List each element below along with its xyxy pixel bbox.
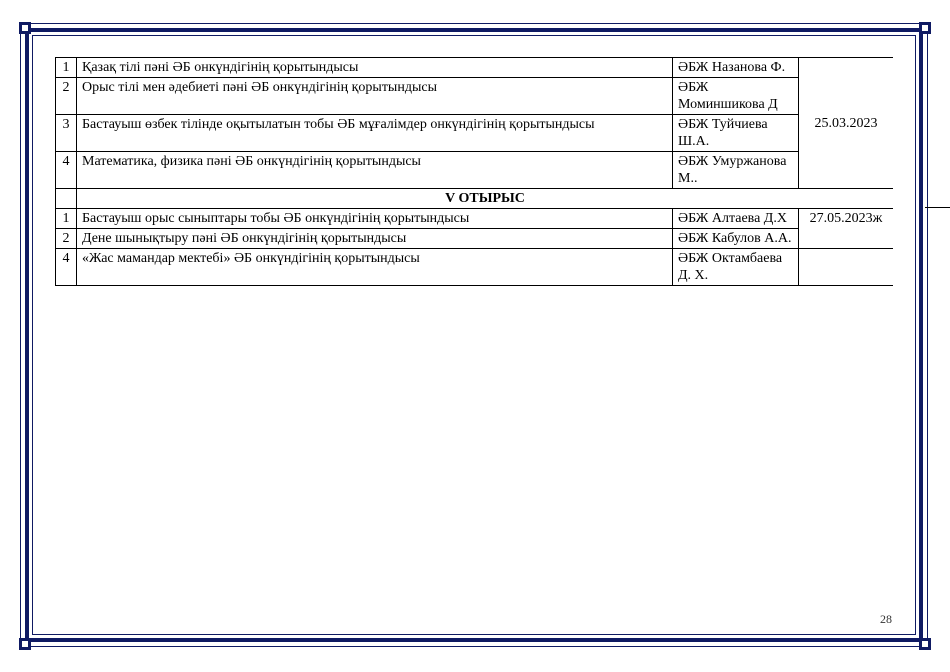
frame-corner-ornament <box>919 22 931 34</box>
row-topic: «Жас мамандар мектебі» ӘБ онкүндігінің қорытындысы <box>77 249 673 286</box>
row-topic: Дене шынықтыру пәні ӘБ онкүндігінің қорытындысы <box>77 229 673 249</box>
row-responsible: ӘБЖ Октамбаева Д. Х. <box>673 249 799 286</box>
row-number: 2 <box>56 229 77 249</box>
frame-corner-ornament <box>919 638 931 650</box>
section-row <box>56 189 894 209</box>
row-date: 25.03.2023 <box>799 58 894 189</box>
row-topic: Қазақ тілі пәні ӘБ онкүндігінің қорытындысы <box>77 58 673 78</box>
row-topic: Математика, физика пәні ӘБ онкүндігінің қорытындысы <box>77 152 673 189</box>
row-number: 4 <box>56 152 77 189</box>
row-date: 27.05.2023ж <box>799 209 894 249</box>
table-row <box>56 78 894 115</box>
row-number: 4 <box>56 249 77 286</box>
row-responsible: ӘБЖ Назанова Ф. <box>673 58 799 78</box>
table-row <box>56 209 894 229</box>
row-date <box>799 249 894 286</box>
row-number: 1 <box>56 209 77 229</box>
table-row <box>56 152 894 189</box>
frame-corner-ornament <box>19 638 31 650</box>
table-row <box>56 58 894 78</box>
row-responsible: ӘБЖ Умуржанова М.. <box>673 152 799 189</box>
meeting-plan-table <box>55 57 893 286</box>
row-responsible: ӘБЖ Кабулов А.А. <box>673 229 799 249</box>
row-responsible: ӘБЖ Туйчиева Ш.А. <box>673 115 799 152</box>
row-topic: Орыс тілі мен әдебиеті пәні ӘБ онкүндігінің қорытындысы <box>77 78 673 115</box>
section-title: V ОТЫРЫС <box>77 189 894 209</box>
row-topic: Бастауыш орыс сыныптары тобы ӘБ онкүндігінің қорытындысы <box>77 209 673 229</box>
row-number: 3 <box>56 115 77 152</box>
row-topic: Бастауыш өзбек тілінде оқытылатын тобы ӘБ мұғалімдер онкүндігінің қорытындысы <box>77 115 673 152</box>
section-number-cell <box>56 189 77 209</box>
row-responsible: ӘБЖ Моминшикова Д <box>673 78 799 115</box>
row-responsible: ӘБЖ Алтаева Д.Х <box>673 209 799 229</box>
table-row <box>56 115 894 152</box>
page-edge-mark <box>925 207 950 208</box>
row-number: 2 <box>56 78 77 115</box>
frame-corner-ornament <box>19 22 31 34</box>
table-row <box>56 229 894 249</box>
page-number: 28 <box>880 612 892 626</box>
table-row <box>56 249 894 286</box>
row-number: 1 <box>56 58 77 78</box>
